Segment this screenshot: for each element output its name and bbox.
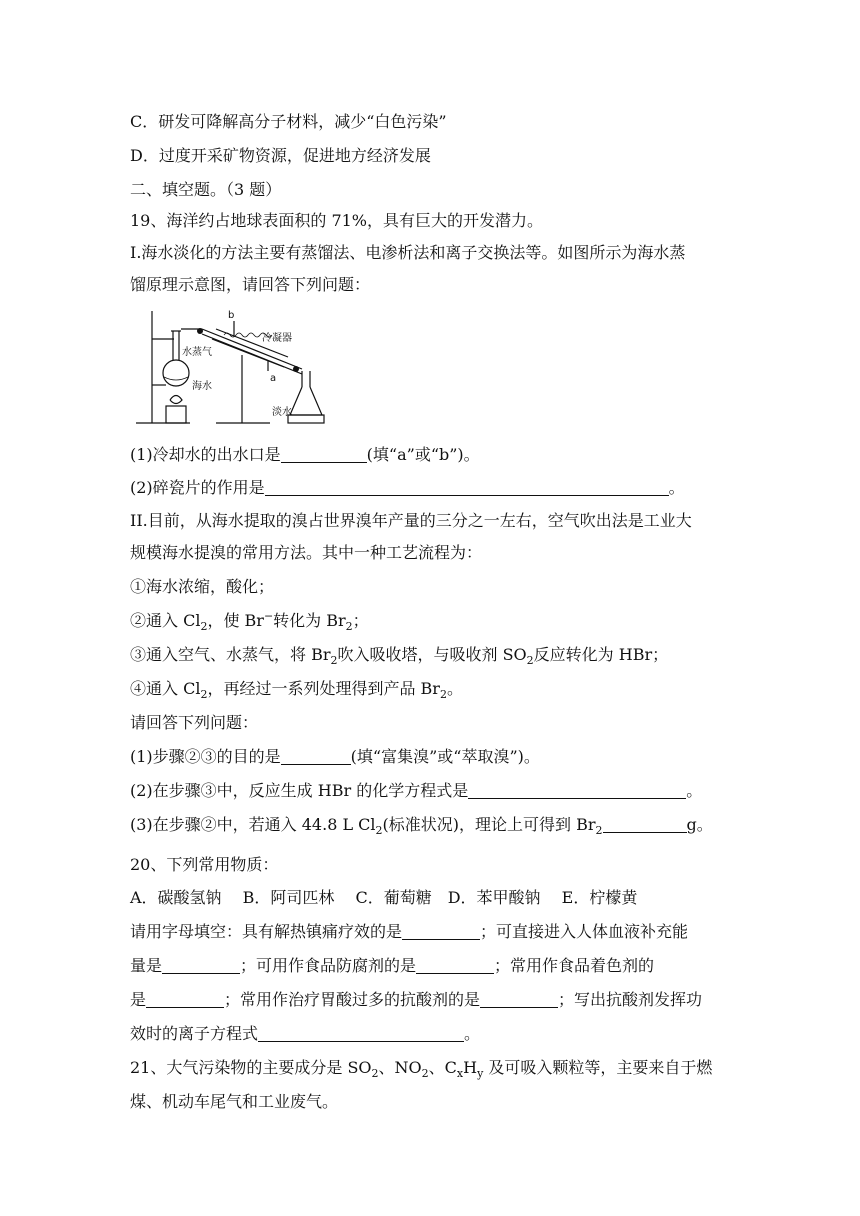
answer-blank[interactable] — [258, 1025, 464, 1042]
question-20-line2 — [130, 956, 740, 976]
q-unit: g。 — [686, 815, 713, 834]
label-freshwater: 淡水 — [272, 407, 292, 418]
step4-text: ，再经过一系列处理得到产品 Br — [207, 679, 440, 698]
step3-text: ③通入空气、水蒸气，将 Br — [130, 645, 331, 664]
q-text: ；写出抗酸剂发挥功 — [558, 990, 703, 1009]
q-text: 量是 — [130, 956, 163, 975]
subscript: 2 — [439, 688, 447, 702]
answer-blank[interactable] — [402, 923, 480, 940]
q-text: 21、大气污染物的主要成分是 SO — [130, 1058, 372, 1077]
question-19-part-ii-line2: 规模海水提溴的常用方法。其中一种工艺流程为： — [130, 543, 483, 562]
label-seawater: 海水 — [192, 381, 212, 392]
subscript: x — [456, 1067, 464, 1081]
question-21-line1 — [130, 1058, 740, 1081]
label-a: a — [270, 373, 277, 384]
question-19-1 — [130, 445, 740, 465]
q-text: 请用字母填空：具有解热镇痛疗效的是 — [130, 922, 403, 941]
questions-prompt: 请回答下列问题： — [130, 713, 259, 732]
question-20-line4 — [130, 1024, 740, 1044]
subscript: y — [477, 1067, 484, 1081]
step4-text: 。 — [446, 679, 463, 698]
question-19-part-ii-line1: II.目前，从海水提取的溴占世界溴年产量的三分之一左右，空气吹出法是工业大 — [130, 511, 692, 530]
distillation-diagram — [130, 305, 340, 430]
question-20-line3 — [130, 990, 740, 1010]
question-19-part-i-line2: 馏原理示意图，请回答下列问题： — [130, 275, 371, 294]
q-text: (标准状况)，理论上可得到 Br — [382, 815, 596, 834]
q-text: ；常用作食品着色剂的 — [494, 956, 655, 975]
question-20-options: A．碳酸氢钠 B．阿司匹林 C．葡萄糖 D．苯甲酸钠 E．柠檬黄 — [130, 888, 638, 907]
subscript: 2 — [330, 654, 338, 668]
q19-1-text: (1)冷却水的出水口是 — [130, 445, 281, 464]
q19-1-hint: (填“a”或“b”)。 — [366, 445, 480, 464]
q-text: 及可吸入颗粒等，主要来自于燃 — [483, 1058, 713, 1077]
question-19-ii-2 — [130, 781, 740, 801]
question-19-intro: 19、海洋约占地球表面积的 71%，具有巨大的开发潜力。 — [130, 211, 544, 230]
q19-2-text: (2)碎瓷片的作用是 — [130, 478, 265, 497]
step2-text: ，使 Br — [207, 611, 264, 630]
subscript: 2 — [200, 688, 208, 702]
answer-blank[interactable] — [603, 816, 687, 833]
answer-blank[interactable] — [146, 991, 224, 1008]
subscript: 2 — [200, 620, 208, 634]
process-step-2 — [130, 609, 740, 634]
process-step-4 — [130, 679, 740, 702]
q-text: 是 — [130, 990, 147, 1009]
answer-blank[interactable] — [281, 446, 367, 463]
q-text: H — [463, 1058, 478, 1077]
process-step-3 — [130, 645, 740, 668]
option-c: C．研发可降解高分子材料，减少“白色污染” — [130, 112, 447, 131]
subscript: 2 — [375, 824, 383, 838]
subscript: 2 — [371, 1067, 379, 1081]
step2-text: ②通入 Cl — [130, 611, 201, 630]
section-heading: 二、填空题。（3 题） — [130, 180, 282, 199]
label-b: b — [228, 310, 235, 321]
question-19-ii-3 — [130, 815, 740, 838]
answer-blank[interactable] — [265, 479, 669, 496]
process-step-1: ①海水浓缩，酸化； — [130, 577, 275, 596]
q-text: 、NO — [378, 1058, 422, 1077]
answer-blank[interactable] — [162, 957, 240, 974]
step3-text: 吹入吸收塔，与吸收剂 SO — [337, 645, 527, 664]
q-text: (3)在步骤②中，若通入 44.8 L Cl — [130, 815, 376, 834]
q-text: 、C — [428, 1058, 457, 1077]
q-text: ；可直接进入人体血液补充能 — [480, 922, 689, 941]
step3-text: 反应转化为 HBr； — [533, 645, 669, 664]
step2-text: 转化为 Br — [273, 611, 346, 630]
answer-blank[interactable] — [281, 748, 351, 765]
question-20-intro: 20、下列常用物质： — [130, 855, 279, 874]
q19-2-end: 。 — [668, 478, 685, 497]
q-end: 。 — [464, 1024, 481, 1043]
label-steam: 水蒸气 — [182, 347, 212, 358]
q-text: 效时的离子方程式 — [130, 1024, 259, 1043]
option-d: D．过度开采矿物资源，促进地方经济发展 — [130, 146, 431, 165]
question-20-line1 — [130, 922, 740, 942]
question-19-part-i-line1: I.海水淡化的方法主要有蒸馏法、电渗析法和离子交换法等。如图所示为海水蒸 — [130, 243, 686, 262]
subscript: 2 — [345, 620, 353, 634]
question-19-2 — [130, 478, 740, 498]
question-19-ii-1 — [130, 747, 740, 767]
q-text: (1)步骤②③的目的是 — [130, 747, 281, 766]
step4-text: ④通入 Cl — [130, 679, 201, 698]
q-end: 。 — [686, 781, 703, 800]
question-21-line2: 煤、机动车尾气和工业废气。 — [130, 1092, 339, 1111]
q-hint: (填“富集溴”或“萃取溴”)。 — [350, 747, 540, 766]
subscript: 2 — [595, 824, 603, 838]
step2-text: ； — [352, 611, 369, 630]
answer-blank[interactable] — [416, 957, 494, 974]
label-condenser: 冷凝器 — [262, 333, 292, 344]
q-text: ；可用作食品防腐剂的是 — [240, 956, 417, 975]
subscript: 2 — [421, 1067, 429, 1081]
q-text: ；常用作治疗胃酸过多的抗酸剂的是 — [224, 990, 481, 1009]
q-text: (2)在步骤③中，反应生成 HBr 的化学方程式是 — [130, 781, 469, 800]
answer-blank[interactable] — [480, 991, 558, 1008]
superscript: − — [263, 609, 274, 623]
answer-blank[interactable] — [468, 782, 686, 799]
subscript: 2 — [526, 654, 534, 668]
